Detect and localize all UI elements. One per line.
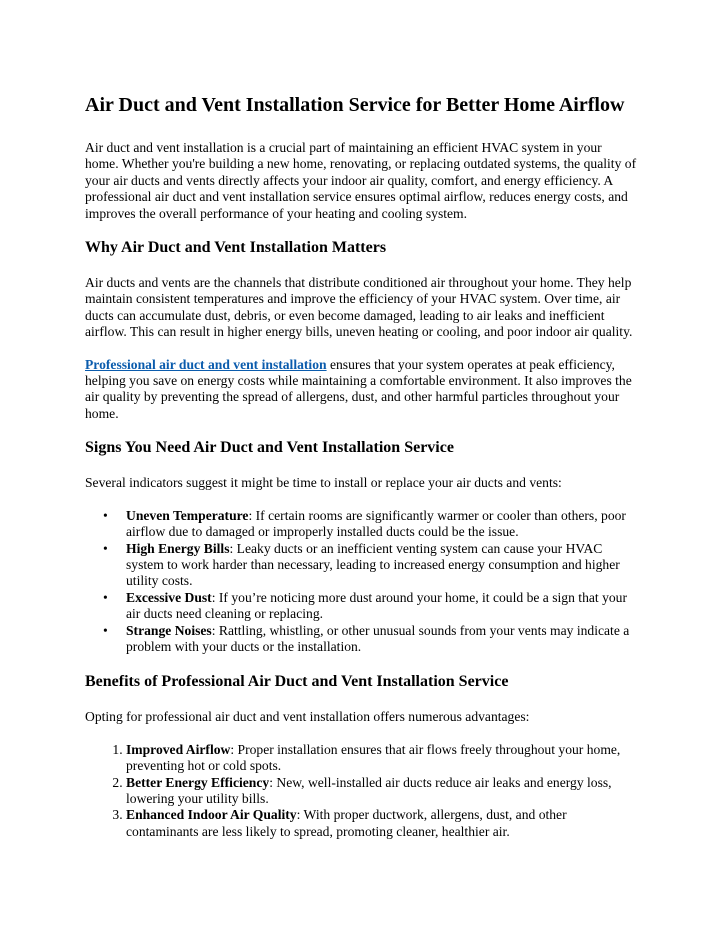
bullet-icon: • <box>103 622 108 638</box>
list-item-term: Strange Noises <box>126 622 212 638</box>
section-heading-benefits: Benefits of Professional Air Duct and Vent Installation Service <box>85 673 509 691</box>
list-item-text: : New, well-installed air ducts reduce air leaks and energy loss, lowering your utility bills. <box>126 774 612 806</box>
page-title: Air Duct and Vent Installation Service for Better Home Airflow <box>85 94 625 116</box>
benefits-list <box>85 742 637 840</box>
list-item <box>126 775 637 808</box>
section-heading-why: Why Air Duct and Vent Installation Matters <box>85 239 387 257</box>
professional-paragraph-text: ensures that your system operates at peak efficiency, helping you save on energy costs while maintaining a comfortable environment. It also improves the air quality by preventing the spread of allergens, dust, and other harmful particles throughout your home. <box>85 356 632 421</box>
list-item-term: Uneven Temperature <box>126 507 249 523</box>
signs-list <box>85 508 637 656</box>
list-item-text: : With proper ductwork, allergens, dust, and other contaminants are less likely to spread, promoting cleaner, healthier air. <box>126 807 567 839</box>
section-heading-signs: Signs You Need Air Duct and Vent Installation Service <box>85 439 454 457</box>
signs-intro: Several indicators suggest it might be time to install or replace your air ducts and vents: <box>85 475 562 491</box>
list-item <box>103 507 637 541</box>
list-item-term: Excessive Dust <box>126 589 212 605</box>
list-item-term: Better Energy Efficiency <box>126 774 270 790</box>
why-paragraph: Air ducts and vents are the channels that distribute conditioned air throughout your home. They help maintain consistent temperatures and improve the efficiency of your HVAC system. Over time, air ducts can accumulate dust, debris, or even become damaged, leading to air leaks and inefficient airflow. This can result in higher energy bills, uneven heating or cooling, and poor indoor air quality. <box>85 275 633 340</box>
bullet-icon: • <box>103 589 108 605</box>
list-item-text: : If you’re noticing more dust around your home, it could be a sign that your air ducts need cleaning or replacing. <box>126 589 627 622</box>
list-item-text: : Leaky ducts or an inefficient venting system can cause your HVAC system to work harder than necessary, leading to increased energy consumption and higher utility costs. <box>126 540 620 589</box>
list-item <box>103 622 637 656</box>
professional-installation-link[interactable]: Professional air duct and vent installation <box>85 356 327 372</box>
list-item-term: Enhanced Indoor Air Quality <box>126 807 297 823</box>
list-item <box>103 589 637 623</box>
list-item-term: Improved Airflow <box>126 741 231 757</box>
bullet-icon: • <box>103 540 108 556</box>
bullet-icon: • <box>103 507 108 523</box>
list-item-text: : If certain rooms are significantly warmer or cooler than others, poor airflow due to damaged or improperly installed ducts could be the issue. <box>126 507 626 540</box>
list-item <box>126 807 637 840</box>
list-item-term: High Energy Bills <box>126 540 230 556</box>
list-item <box>126 742 637 775</box>
document-body <box>85 93 637 857</box>
list-item-text: : Rattling, whistling, or other unusual sounds from your vents may indicate a problem with your ducts or the installation. <box>126 622 630 654</box>
intro-paragraph: Air duct and vent installation is a crucial part of maintaining an efficient HVAC system in your home. Whether you're building a new home, renovating, or replacing outdated systems, the quality of your air ducts and vents directly affects your indoor air quality, comfort, and energy efficiency. A professional air duct and vent installation service ensures optimal airflow, reduces energy costs, and improves the overall performance of your heating and cooling system. <box>85 140 637 221</box>
list-item-text: : Proper installation ensures that air flows freely throughout your home, preventing hot or cold spots. <box>126 741 621 774</box>
benefits-intro: Opting for professional air duct and vent installation offers numerous advantages: <box>85 709 530 725</box>
professional-paragraph <box>85 357 637 423</box>
list-item <box>103 540 637 590</box>
